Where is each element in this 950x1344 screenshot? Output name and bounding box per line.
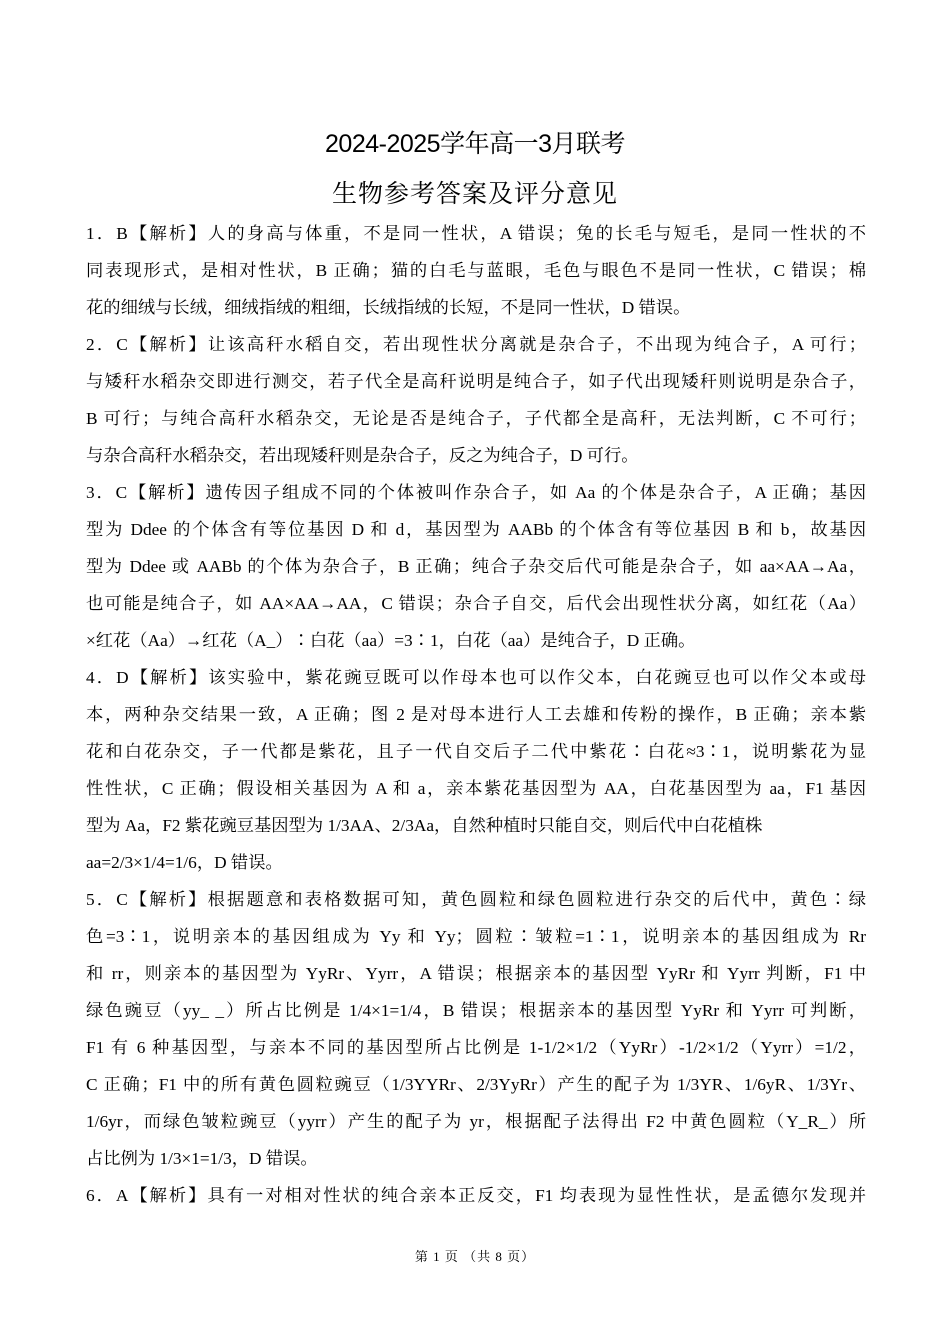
answer-line: 型为 Ddee 或 AABb 的个体为杂合子，B 正确；纯合子杂交后代可能是杂合子，如 aa×AA→Aa， (86, 557, 866, 576)
answer-line: 6．A【解析】具有一对相对性状的纯合亲本正反交，F1 均表现为显性性状，是孟德尔发现并 (86, 1186, 866, 1205)
answer-line: ×红花（Aa）→红花（A_）∶白花（aa）=3∶1，白花（aa）是纯合子，D 正确。 (86, 631, 696, 650)
answer-line: 3．C【解析】遗传因子组成不同的个体被叫作杂合子，如 Aa 的个体是杂合子，A 正确；基因 (86, 483, 866, 502)
answer-line: 1/6yr，而绿色皱粒豌豆（yyrr）产生的配子为 yr，根据配子法得出 F2 中黄色圆粒（Y_R_）所 (86, 1112, 866, 1131)
answer-line: 绿色豌豆（yy_ _）所占比例是 1/4×1=1/4，B 错误；根据亲本的基因型 YyRr 和 Yyrr 可判断， (86, 1001, 866, 1020)
answer-line: 和 rr，则亲本的基因型为 YyRr、Yyrr，A 错误；根据亲本的基因型 YyRr 和 Yyrr 判断，F1 中 (86, 964, 866, 983)
answer-line: 花的细绒与长绒，细绒指绒的粗细，长绒指绒的长短，不是同一性状，D 错误。 (86, 298, 691, 317)
document-subtitle: 生物参考答案及评分意见 (331, 181, 618, 208)
answer-line: 色=3∶1，说明亲本的基因组成为 Yy 和 Yy；圆粒∶皱粒=1∶1，说明亲本的基因组成为 Rr (86, 927, 866, 946)
answer-line: 本，两种杂交结果一致，A 正确；图 2 是对母本进行人工去雄和传粉的操作，B 正确；亲本紫 (86, 705, 866, 724)
answer-line: 性性状，C 正确；假设相关基因为 A 和 a，亲本紫花基因型为 AA，白花基因型为 aa，F1 基因 (86, 779, 866, 798)
answer-line: 2．C【解析】让该高秆水稻自交，若出现性状分离就是杂合子，不出现为纯合子，A 可行； (86, 335, 866, 354)
answer-line: 花和白花杂交，子一代都是紫花，且子一代自交后子二代中紫花∶白花≈3∶1，说明紫花为显 (86, 742, 866, 761)
answer-line: 1．B【解析】人的身高与体重，不是同一性状，A 错误；兔的长毛与短毛，是同一性状的不 (86, 224, 866, 243)
exam-title: 2024-2025学年高一3月联考 (325, 130, 625, 158)
answer-line: 型为 Aa，F2 紫花豌豆基因型为 1/3AA、2/3Aa，自然种植时只能自交，则后代中白花植株 (86, 816, 763, 835)
answer-line: B 可行；与纯合高秆水稻杂交，无论是否是纯合子，子代都全是高秆，无法判断，C 不可行； (86, 409, 866, 428)
answer-line: 4．D【解析】该实验中，紫花豌豆既可以作母本也可以作父本，白花豌豆也可以作父本或母 (86, 668, 866, 687)
answer-line: 同表现形式，是相对性状，B 正确；猫的白毛与蓝眼，毛色与眼色不是同一性状，C 错误；棉 (86, 261, 866, 280)
answer-line: 型为 Ddee 的个体含有等位基因 D 和 d，基因型为 AABb 的个体含有等位基因 B 和 b，故基因 (86, 520, 866, 539)
answer-line: aa=2/3×1/4=1/6，D 错误。 (86, 853, 283, 872)
answer-line: 与矮秆水稻杂交即进行测交，若子代全是高秆说明是纯合子，如子代出现矮秆则说明是杂合子， (86, 372, 866, 391)
answer-line: C 正确；F1 中的所有黄色圆粒豌豆（1/3YYRr、2/3YyRr）产生的配子为 1/3YR、1/6yR、1/3Yr、 (86, 1075, 866, 1094)
answer-line: 也可能是纯合子，如 AA×AA→AA，C 错误；杂合子自交，后代会出现性状分离，如红花（Aa） (86, 594, 866, 613)
answer-line: 与杂合高秆水稻杂交，若出现矮秆则是杂合子，反之为纯合子，D 可行。 (86, 446, 639, 465)
answer-line: 占比例为 1/3×1=1/3，D 错误。 (86, 1149, 318, 1168)
page-number: 第 1 页 （共 8 页） (414, 1249, 536, 1264)
answer-line: 5．C【解析】根据题意和表格数据可知，黄色圆粒和绿色圆粒进行杂交的后代中，黄色∶绿 (86, 890, 866, 909)
answer-line: F1 有 6 种基因型，与亲本不同的基因型所占比例是 1-1/2×1/2（YyRr）-1/2×1/2（Yyrr）=1/2， (86, 1038, 866, 1057)
